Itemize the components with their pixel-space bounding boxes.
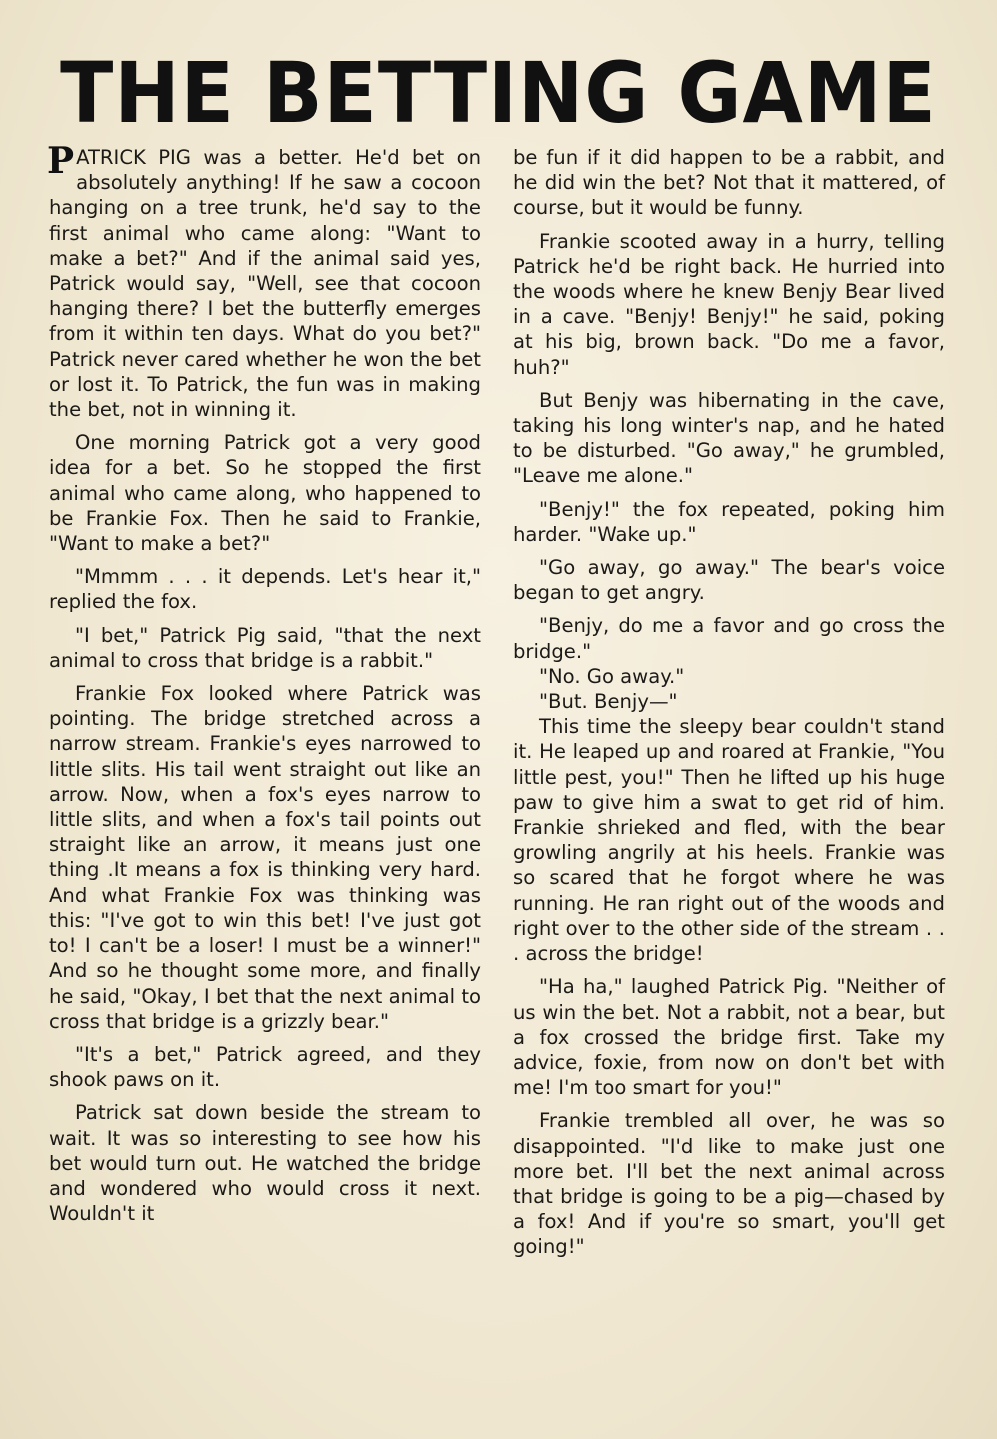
right-column <box>513 145 945 1268</box>
paragraph: Frankie scooted away in a hurry, telling Patrick he'd be right back. He hurried into the woods where he knew Benjy Bear lived in a cave. "Benjy! Benjy!" he said, poking at his big, brown back. "Do me a favor, huh?" <box>513 229 945 379</box>
paragraph: "Benjy, do me a favor and go cross the bridge." <box>513 614 945 663</box>
drop-cap: P <box>47 140 75 182</box>
paragraph-text: ATRICK PIG was a better. He'd bet on absolutely anything! If he saw a cocoon hanging on a tree trunk, he'd say to the first animal who came along: "Want to make a bet?" And if the animal said yes, Patrick would say, "Well, see that cocoon hanging there? I bet the butterfly emerges from it within ten days. What do you bet?" Patrick never cared whether he won the bet or lost it. To Patrick, the fun was in making the bet, not in winning it. <box>49 146 481 422</box>
paragraph: "Go away, go away." The bear's voice began to get angry. <box>513 556 945 605</box>
paragraph: "It's a bet," Patrick agreed, and they shook paws on it. <box>49 1042 481 1092</box>
paragraph: "But. Benjy—" <box>539 690 678 714</box>
paragraph: be fun if it did happen to be a rabbit, and he did win the bet? Not that it mattered, of course, but it would be funny. <box>513 146 945 220</box>
paragraph: One morning Patrick got a very good idea for a bet. So he stopped the first animal who came along, who happened to be Frankie Fox. Then he said to Frankie, "Want to make a bet?" <box>49 431 481 556</box>
paragraph: Frankie trembled all over, he was so disappointed. "I'd like to make just one more bet. I'll bet the next animal across that bridge is going to be a pig—chased by a fox! And if you're so smart, you'll get going!" <box>513 1109 945 1259</box>
story-title: THE BETTING GAME <box>60 45 937 143</box>
paragraph: But Benjy was hibernating in the cave, taking his long winter's nap, and he hated to be disturbed. "Go away," he grumbled, "Leave me alone." <box>513 388 945 488</box>
paragraph: "Ha ha," laughed Patrick Pig. "Neither of us win the bet. Not a rabbit, not a bear, but a fox crossed the bridge first. Take my advice, foxie, from now on don't bet with me! I'm too smart for you!" <box>513 975 945 1100</box>
left-column <box>47 140 481 1234</box>
paragraph: "Benjy!" the fox repeated, poking him harder. "Wake up." <box>513 497 945 546</box>
paragraph: "No. Go away." <box>539 664 685 688</box>
paragraph: "I bet," Patrick Pig said, "that the next animal to cross that bridge is a rabbit." <box>49 623 481 672</box>
paragraph <box>47 140 481 422</box>
paragraph: This time the sleepy bear couldn't stand it. He leaped up and roared at Frankie, "You little pest, you!" Then he lifted up his huge paw to give him a swat to get rid of him. Frankie shrieked and fled, with the bear growling angrily at his heels. Frankie was so scared that he forgot where he was running. He ran right out of the woods and right over to the other side of the stream . . . across the bridge! <box>513 715 945 966</box>
paragraph: "Mmmm . . . it depends. Let's hear it," replied the fox. <box>49 565 481 614</box>
paragraph: Patrick sat down beside the stream to wait. It was so interesting to see how his bet would turn out. He watched the bridge and wondered who would cross it next. Wouldn't it <box>49 1101 481 1226</box>
paragraph: Frankie Fox looked where Patrick was pointing. The bridge stretched across a narrow stream. Frankie's eyes narrowed to little slits. His tail went straight out like an arrow. Now, when a fox's eyes narrow to little slits, and when a fox's tail points out straight like an arrow, it means just one thing .It means a fox is thinking very hard. And what Frankie Fox was thinking was this: "I've got to win this bet! I've just got to! I can't be a loser! I must be a winner!" And so he thought some more, and finally he said, "Okay, I bet that the next animal to cross that bridge is a grizzly bear." <box>49 682 481 1033</box>
